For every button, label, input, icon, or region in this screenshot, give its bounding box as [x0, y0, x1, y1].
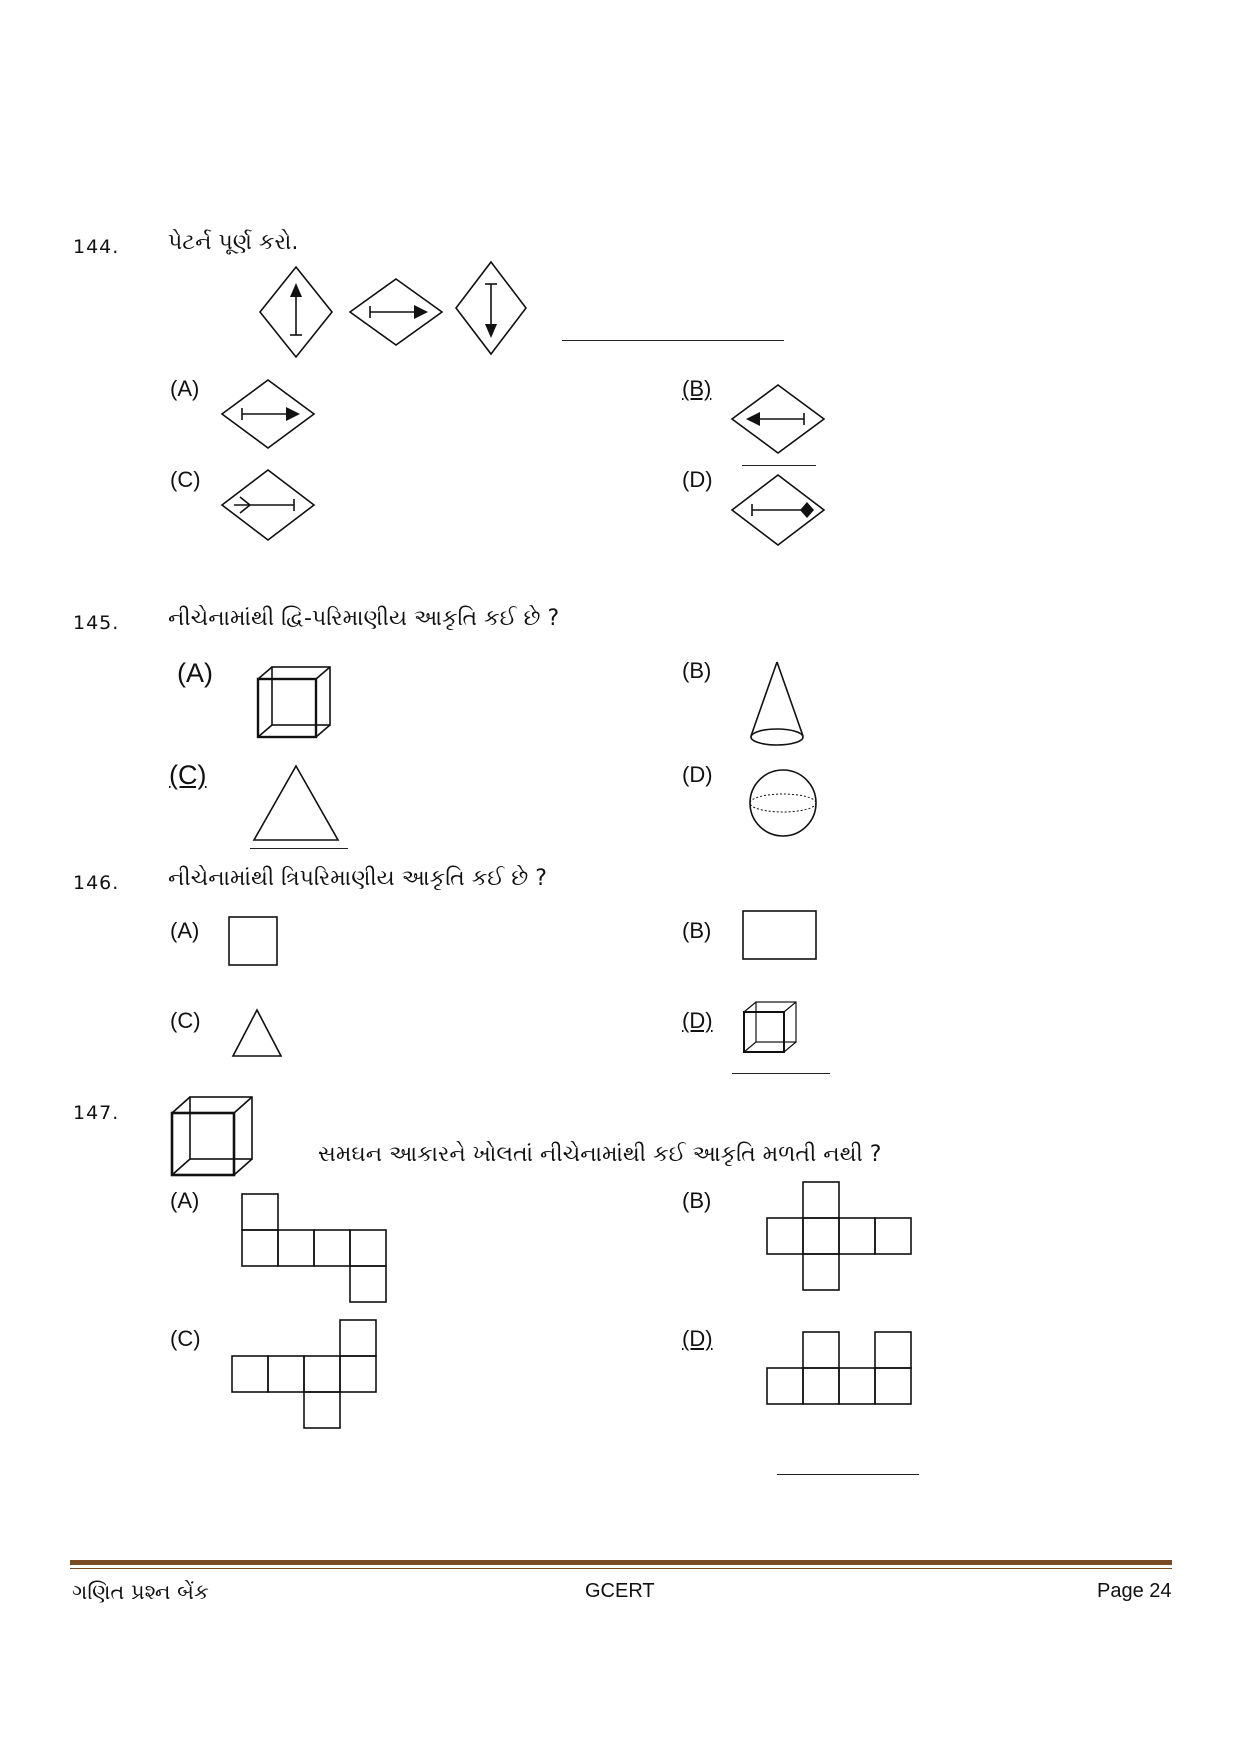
option-c-triangle: [252, 764, 340, 844]
option-a-cube-net: [241, 1193, 387, 1305]
footer-title: ગણિત પ્રશ્ન બેંક: [72, 1580, 209, 1604]
footer-rule: [70, 1560, 1172, 1565]
option-b-diamond-left-arrow: [730, 383, 826, 455]
option-c-cube-net: [231, 1319, 377, 1431]
question-number: 147.: [73, 1102, 120, 1124]
page-number: Page 24: [1097, 1580, 1172, 1602]
option-label-b: (B): [682, 1188, 712, 1213]
option-d-diamond-diamond-tip: [730, 473, 826, 547]
option-a-cube: [256, 665, 332, 741]
answer-mark-line: [250, 848, 348, 849]
question-number: 146.: [73, 872, 120, 894]
option-label-a: (A): [170, 1188, 200, 1213]
option-label-d-answer: (D): [682, 1008, 713, 1033]
option-c-triangle: [231, 1008, 283, 1058]
question-text: નીચેનામાંથી દ્વિ-પરિમાણીય આકૃતિ કઈ છે ?: [168, 606, 560, 631]
option-label-a: (A): [177, 658, 213, 688]
answer-mark-line: [742, 465, 816, 466]
pattern-diamond-up-arrow: [258, 265, 334, 359]
option-a-diamond-right-arrow: [220, 378, 316, 450]
answer-mark-line: [777, 1474, 919, 1475]
option-label-d: (D): [682, 467, 713, 492]
answer-mark-line: [732, 1073, 830, 1074]
option-c-diamond-open-arrow: [220, 468, 316, 542]
question-number: 145.: [73, 612, 120, 634]
option-b-cone: [748, 660, 806, 748]
pattern-diamond-right-arrow: [348, 277, 444, 347]
question-text: સમઘન આકારને ખોલતાં નીચેનામાંથી કઈ આકૃતિ મળતી નથી ?: [318, 1142, 882, 1167]
option-label-b-answer: (B): [682, 376, 712, 401]
option-label-d: (D): [682, 762, 713, 787]
option-label-a: (A): [170, 376, 200, 401]
answer-blank-line: [562, 340, 784, 341]
option-d-cube: [742, 1000, 798, 1056]
option-label-c: (C): [170, 1326, 201, 1351]
footer-rule-thin: [70, 1568, 1172, 1569]
option-label-c: (C): [170, 1008, 201, 1033]
pattern-diamond-down-arrow: [454, 260, 528, 356]
option-label-b: (B): [682, 658, 712, 683]
footer-publisher: GCERT: [585, 1580, 655, 1602]
question-text: પેટર્ન પૂર્ણ કરો.: [168, 230, 299, 255]
option-b-cube-net: [766, 1181, 912, 1293]
option-label-c-answer: (C): [169, 760, 207, 790]
question-text: નીચેનામાંથી ત્રિપરિમાણીય આકૃતિ કઈ છે ?: [168, 866, 547, 891]
option-label-a: (A): [170, 918, 200, 943]
option-label-b: (B): [682, 918, 712, 943]
option-b-rectangle: [742, 910, 818, 962]
option-label-c: (C): [170, 467, 201, 492]
option-d-cube-net: [766, 1331, 912, 1407]
option-d-sphere: [748, 768, 818, 838]
question-number: 144.: [73, 236, 120, 258]
question-cube: [170, 1095, 254, 1177]
option-a-square: [228, 916, 280, 968]
option-label-d-answer: (D): [682, 1326, 713, 1351]
